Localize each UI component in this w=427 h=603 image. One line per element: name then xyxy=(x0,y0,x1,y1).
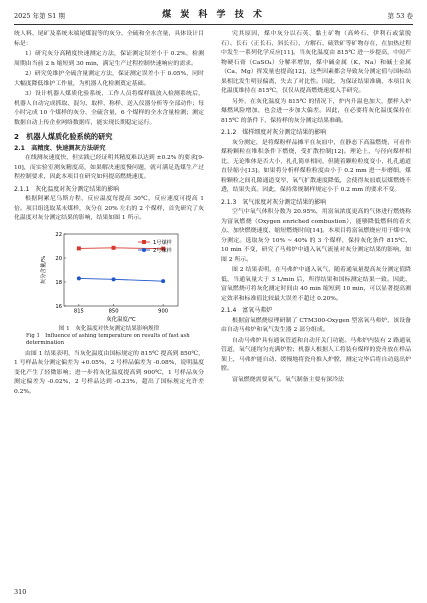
section-2-1-3-heading: 2.1.3 氧气浓度对灰分测定结果的影响 xyxy=(221,198,327,206)
legend-marker xyxy=(142,248,146,252)
legend-label: 1号煤样 xyxy=(153,239,172,246)
x-axis-label: 灰化温度/℃ xyxy=(106,316,136,323)
intro-continued: 统人料、尾矿及系统末端尾煤混等的灰分、全硫和全水含量，具体设计目标是： xyxy=(14,31,204,47)
x-tick-label: 850 xyxy=(108,308,119,314)
y-tick-label: 20 xyxy=(55,255,62,262)
section-2-1-3-paragraph: 空气中氧气体积分数为 20.95%，用富氧浓度更高的气体进行燃烧称为富氧燃烧（Oxygen enriched combustion），能够降低燃料的着火点、加快燃烧速度、缩短燃烧时间[14]。本项目将富氧燃烧应用于煤中灰分测定。选取灰分 10% ~ 40% 的 3 个煤样，保持灰化条件 815℃、10 min 不变，研究了马弗炉中通入氧气流量对灰分测定结果的影响，如图 2 所示。 xyxy=(221,209,411,263)
page-header xyxy=(14,8,413,25)
fig1-chart xyxy=(34,228,184,324)
goal-1: 1）研究灰分高精度快速测定方法，保证测定误差小于 0.2%，检测周期由当前 2 h 缩短到 30 min，满足生产过程控制快速响应的需求。 xyxy=(14,51,204,67)
legend-marker xyxy=(142,240,146,244)
data-point-circle xyxy=(112,277,116,281)
issue-label: 2025 年第 S1 期 xyxy=(14,12,65,20)
journal-title: 煤 炭 科 学 技 术 xyxy=(162,10,265,20)
fig1-discussion: 由图 1 结果表明，当灰化温度由国标规定的 815℃ 提高到 850℃，1 号样品灰分测定偏差为 +0.05%，2 号样品偏差为 -0.08%，说明温度变化产生了轻微影响；进一步将灰化温度提高到 900℃，1 号样品灰分测定偏差为 -0.02%，2 号样品达到 -0.23%，超出了国标规定允许差 0.2%。 xyxy=(14,350,204,395)
section-2-1-4-paragraph-2: 自动马弗炉具有通氧管道和自动开关门功能。马弗炉内装有 2 路通氧管道，氧气能均匀充满炉腔；机器人根据人工将装有煤样的瓷舟放在样品架上，马弗炉能自动、缓慢地将瓷舟推入炉膛，测定完毕后将自动退出炉膛。 xyxy=(221,337,411,372)
left-column xyxy=(14,30,204,398)
series-line xyxy=(79,278,163,281)
section-2-1-paragraph: 在线测灰速度快，但实践已经证明其精度难以达到 ±0.2% 的要求[9-10]，而实验室测灰精度高，如果解决速度慢问题，就可满足选煤生产过程控制要求，因此本项目在研究如何提高燃烧速度。 xyxy=(14,155,204,180)
section-2-1-2-heading: 2.1.2 煤样细度对灰分测定结果的影响 xyxy=(221,129,327,136)
page-number: 310 xyxy=(14,588,27,596)
right-column xyxy=(221,30,411,386)
right-paragraph-1: 究其原因，煤中灰分以石英、黏土矿物（高岭石、伊利石或蒙脱石）、长石（正长石、斜长石）、方解石、硫铁矿等矿物存在，在加热过程中发生一系列化学反应[11]。当灰化温度由 815℃ 进一步提高，中间产物硬石膏（CaSO₄）分解率增加，煤中碱金属（K、Na）和碱土金属（Ca、Mg）挥发量也提高[12]，这些因素都会导致灰分测定值与国标结果相比发生明显偏离，失去了对比性。因此，为保证结果准确，本项目灰化温度维持在 815℃，仅仅从提高燃烧速度入手研究。 xyxy=(221,31,411,94)
figure-1 xyxy=(14,228,204,348)
fig1-caption-en: Fig 1 Influence of ashing temperature on results of fast ash determination xyxy=(26,332,190,346)
data-point-square xyxy=(112,245,116,249)
section-2-1-1-heading: 2.1.1 灰化温度对灰分测定结果的影响 xyxy=(14,185,120,193)
section-2-1-heading: 2.1 高精度、快速测灰方法研究 xyxy=(14,144,106,152)
section-2-1-2-paragraph: 灰分测定，是将煤粉样品摊平在灰皿中，在静态下高温燃烧，可看作煤粉颗粒在堆积条件下燃烧，受扩散控制[12]。理论上，与径向煤样相比，无论堆体是否大小，扎孔简单相同，但随着颗粒粒度变小，扎孔通道直径缩小[13]。如果将分析样煤粒粒度由小于 0.2 mm 进一步磨细，煤粉颗粒之间孔隙通道变窄，氧气扩散速度降低，会使得灰皿底层煤燃烧不透，结果失真。因此，保持常规制样规定小于 0.2 mm 的要求不变。 xyxy=(221,139,411,193)
legend-label: 2号煤样 xyxy=(153,247,172,254)
y-tick-label: 18 xyxy=(55,279,62,286)
y-tick-label: 22 xyxy=(55,231,62,238)
goal-2: 2）研究免维护全硫含量测定方法，保证测定误差小于 0.05%，同时大幅度降低维护工作量，为机器人化检测奠定基础。 xyxy=(14,71,204,87)
right-paragraph-2: 另外，在灰化温度为 815℃ 的情况下，炉内升温也加大，摆样入炉爆燃风险增加，也会进一步加大偏差。因此，在必要将灰化温度保持在 815℃ 的条件下，保持样的灰分测定结果准确。 xyxy=(221,98,411,124)
x-tick-label: 900 xyxy=(158,308,169,314)
section-2-heading: 2 机器人煤质化验系统的研究 xyxy=(14,132,113,141)
fig1-caption-cn: 图 1 灰化温度对快灰测定结果影响规律 xyxy=(58,325,160,332)
data-point-square xyxy=(77,246,81,250)
section-2-1-4-paragraph-3: 富氧燃烧需要氧气。氧气制备主要有深冷法 xyxy=(232,376,344,383)
section-2-1-4-heading: 2.1.4 富氧马弗炉 xyxy=(221,307,273,314)
series-line xyxy=(79,247,163,248)
section-2-1-4-paragraph-1: 根据富氧燃烧原理研制了 CTM300-Oxygen 型富氧马弗炉，该设备由自动马弗炉和氧气发生器 2 部分组成。 xyxy=(221,317,411,333)
y-tick-label: 16 xyxy=(55,303,62,310)
data-point-circle xyxy=(161,279,165,283)
data-point-circle xyxy=(77,276,81,280)
fig2-discussion: 图 2 结果表明，在马弗炉中通入氧气，随着通氧量提高灰分测定值降低，当通氧量大于 3 L/min 后，所得结果和国标测定结果一致。因此，富氧燃烧可将灰化测定时间由 40 min 缩短到 10 min，可以显著提高测定效率和标准值比较最大误差不超过 0.20%。 xyxy=(221,267,411,302)
y-axis-label: 灰分含量/% xyxy=(41,255,47,284)
x-tick-label: 815 xyxy=(73,308,84,314)
volume-label: 第 53 卷 xyxy=(387,12,413,20)
section-2-1-1-paragraph: 根据阿累尼乌斯方程，反应温度每提高 30℃，反应速度可提高 1 倍。项目组选取某末煤样，灰分在 20% 左右的 2 个煤样，首先研究了灰化温度对灰分测定结果的影响，结果如图 1 所示。 xyxy=(14,196,204,221)
goal-3: 3）设计机器人煤质化验系统，工作人员将煤样瓶放入检测系统后，机器人自动完成抓取、混匀、取样、称样、送入仪器分析等全部动作；每小时完成 10 个煤样的灰分、全硫含量，6 个煤样的全水含量检测；测定数据自动上传企业网络数据库，能实现长期稳定运行。 xyxy=(14,91,204,126)
